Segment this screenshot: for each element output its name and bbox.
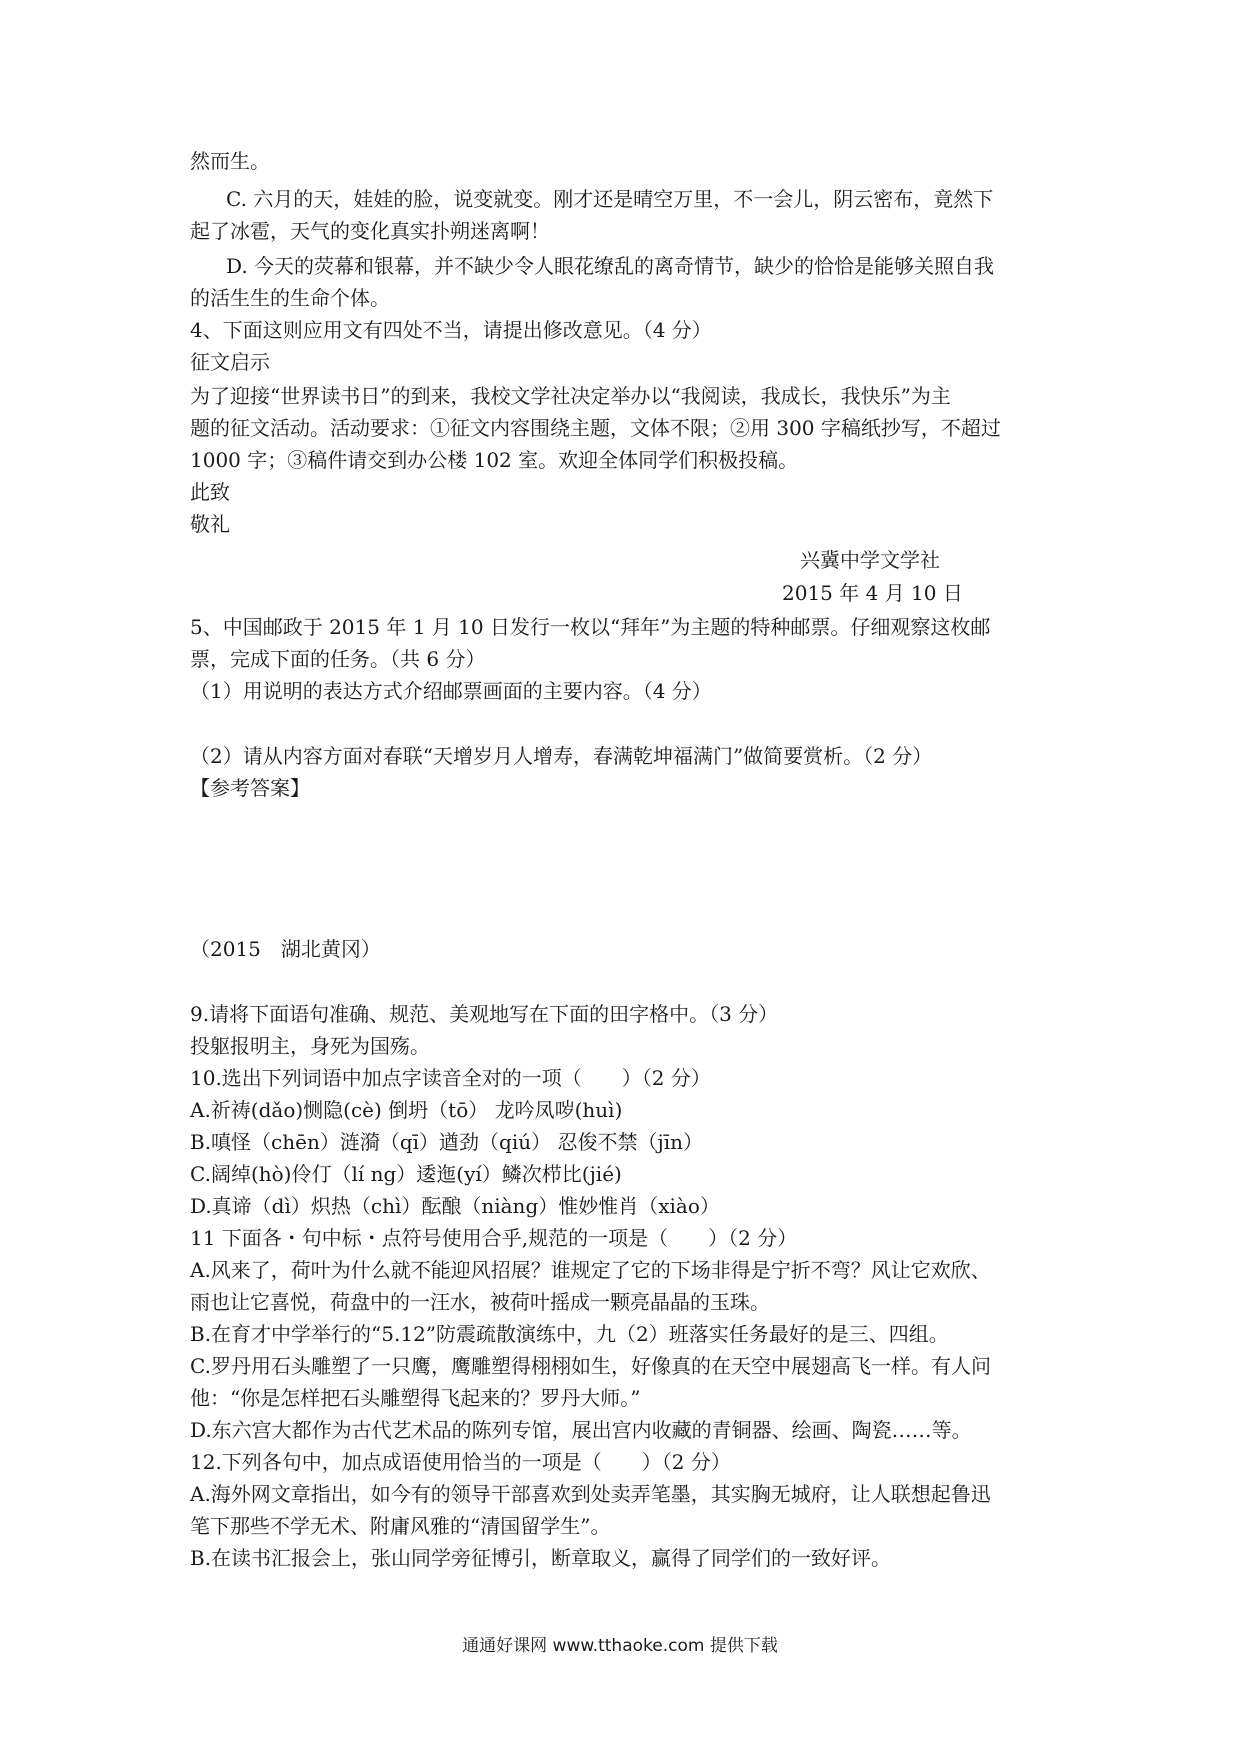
question-11-option-c-line-1: C.罗丹用石头雕塑了一只鹰，鹰雕塑得栩栩如生，好像真的在天空中展翅高飞一样。有人问 bbox=[190, 1354, 991, 1378]
question-11-option-c-line-2: 他：“你是怎样把石头雕塑得飞起来的？罗丹大师。” bbox=[190, 1386, 641, 1410]
question-5-line-2: 票，完成下面的任务。（共 6 分） bbox=[190, 647, 486, 671]
question-10-option-b: B.嗔怪（chēn）涟漪（qī）遒劲（qiú） 忍俊不禁（jīn） bbox=[190, 1130, 703, 1154]
question-11-option-a-line-1: A.风来了，荷叶为什么就不能迎风招展？谁规定了它的下场非得是宁折不弯？风让它欢欣、 bbox=[190, 1258, 991, 1282]
option-c-line-1: C. 六月的天，娃娃的脸，说变就变。刚才还是晴空万里，不一会儿，阴云密布，竟然下 bbox=[226, 187, 994, 211]
option-d-line-2: 的活生生的生命个体。 bbox=[190, 286, 390, 310]
question-9-sentence: 投躯报明主，身死为国殇。 bbox=[190, 1034, 430, 1058]
notice-closing-2: 敬礼 bbox=[190, 512, 230, 536]
question-12: 12.下列各句中，加点成语使用恰当的一项是（ ）（2 分） bbox=[190, 1450, 731, 1474]
question-12-option-a-line-1: A.海外网文章指出，如今有的领导干部喜欢到处卖弄笔墨，其实胸无城府，让人联想起鲁迅 bbox=[190, 1482, 991, 1506]
text-line: 然而生。 bbox=[190, 149, 270, 173]
option-d-line-1: D. 今天的荧幕和银幕，并不缺少令人眼花缭乱的离奇情节，缺少的恰恰是能够关照自我 bbox=[226, 254, 995, 278]
question-10-option-c: C.阔绰(hò)伶仃（lí ng）逶迤(yí）鳞次栉比(jié) bbox=[190, 1162, 622, 1186]
question-10: 10.选出下列词语中加点字读音全对的一项（ ）（2 分） bbox=[190, 1066, 711, 1090]
question-11-option-d: D.东六宫大都作为古代艺术品的陈列专馆，展出宫内收藏的青铜器、绘画、陶瓷……等。 bbox=[190, 1418, 972, 1442]
question-11-option-a-line-2: 雨也让它喜悦，荷盘中的一汪水，被荷叶摇成一颗亮晶晶的玉珠。 bbox=[190, 1290, 770, 1314]
notice-date: 2015 年 4 月 10 日 bbox=[782, 581, 963, 605]
question-5-line-1: 5、中国邮政于 2015 年 1 月 10 日发行一枚以“拜年”为主题的特种邮票。仔细观察这枚邮 bbox=[190, 615, 991, 639]
question-11: 11 下面各・句中标・点符号使用合乎,规范的一项是（ ）（2 分） bbox=[190, 1226, 798, 1250]
question-4: 4、下面这则应用文有四处不当，请提出修改意见。（4 分） bbox=[190, 318, 712, 342]
section-source: （2015 湖北黄冈） bbox=[190, 937, 381, 961]
page-footer: 通通好课网 www.tthaoke.com 提供下载 bbox=[462, 1636, 778, 1656]
notice-body-line-1: 为了迎接“世界读书日”的到来，我校文学社决定举办以“我阅读，我成长，我快乐”为主 bbox=[190, 384, 951, 408]
question-12-option-b: B.在读书汇报会上，张山同学旁征博引，断章取义，赢得了同学们的一致好评。 bbox=[190, 1546, 892, 1570]
question-5-part-1: （1）用说明的表达方式介绍邮票画面的主要内容。（4 分） bbox=[190, 679, 712, 703]
notice-title: 征文启示 bbox=[190, 350, 270, 374]
question-11-option-b: B.在育才中学举行的“5.12”防震疏散演练中，九（2）班落实任务最好的是三、四组。 bbox=[190, 1322, 949, 1346]
question-10-option-a: A.祈祷(dǎo)恻隐(cè) 倒坍（tō） 龙吟凤哕(huì) bbox=[190, 1098, 623, 1122]
question-10-option-d: D.真谛（dì）炽热（chì）酝酿（niàng）惟妙惟肖（xiào） bbox=[190, 1194, 720, 1218]
question-12-option-a-line-2: 笔下那些不学无术、附庸风雅的“清国留学生”。 bbox=[190, 1514, 611, 1538]
notice-closing-1: 此致 bbox=[190, 480, 230, 504]
question-5-part-2: （2）请从内容方面对春联“天增岁月人增寿，春满乾坤福满门”做简要赏析。（2 分） bbox=[190, 744, 933, 768]
notice-body-line-2: 题的征文活动。活动要求：①征文内容围绕主题，文体不限；②用 300 字稿纸抄写，不超过 bbox=[190, 416, 1001, 440]
notice-signature: 兴冀中学文学社 bbox=[800, 548, 940, 572]
notice-body-line-3: 1000 字；③稿件请交到办公楼 102 室。欢迎全体同学们积极投稿。 bbox=[190, 448, 799, 472]
option-c-line-2: 起了冰雹，天气的变化真实扑朔迷离啊！ bbox=[190, 219, 550, 243]
question-9: 9.请将下面语句准确、规范、美观地写在下面的田字格中。（3 分） bbox=[190, 1002, 779, 1026]
answer-heading: 【参考答案】 bbox=[190, 776, 310, 800]
